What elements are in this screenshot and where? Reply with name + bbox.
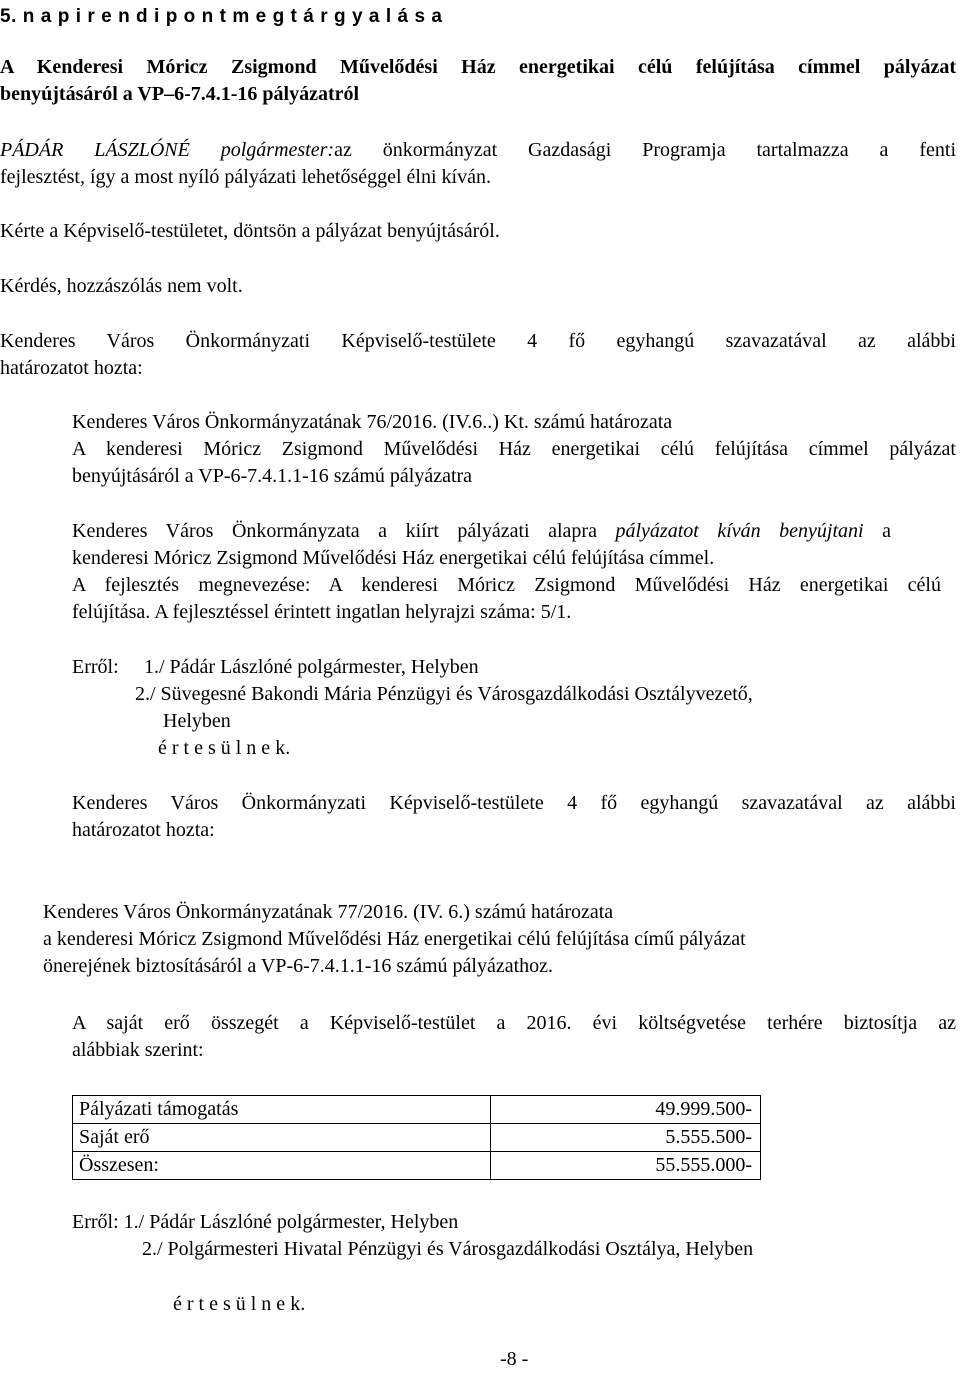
resolution77-notify-1: Erről: 1./ Pádár Lászlóné polgármester, Helyben <box>72 1211 459 1233</box>
resolution76-subject-line1: A kenderesi Móricz Zsigmond Művelődési Ház energetikai célú felújítása címmel pályázat <box>72 438 956 460</box>
body-line1-italic: pályázatot kíván benyújtani <box>615 520 864 542</box>
resolution77-body-line1: A saját erő összegét a Képviselő-testület a 2016. évi költségvetése terhére biztosítja az <box>72 1012 956 1034</box>
funding-amount: 49.999.500- <box>490 1096 760 1124</box>
page-number: -8 - <box>500 1348 529 1370</box>
funding-table <box>72 1095 761 1180</box>
speech-line1-text: az önkormányzat Gazdasági Programja tartalmazza a fenti <box>334 139 957 161</box>
body-line1-post: a <box>863 520 891 542</box>
table-row <box>73 1124 761 1152</box>
agenda-title-line2: benyújtásáról a VP–6-7.4.1-16 pályázatról <box>0 83 360 105</box>
resolution76-body-line1 <box>72 518 891 545</box>
table-row <box>73 1152 761 1180</box>
speaker-name: PÁDÁR LÁSZLÓNÉ polgármester: <box>0 139 335 161</box>
vote1-line1: Kenderes Város Önkormányzati Képviselő-testülete 4 fő egyhangú szavazatával az alábbi <box>0 330 956 352</box>
speech-line2: fejlesztést, így a most nyíló pályázati lehetőséggel élni kíván. <box>0 166 491 188</box>
resolution76-body-line4: felújítása. A fejlesztéssel érintett ingatlan helyrajzi száma: 5/1. <box>72 601 572 623</box>
resolution76-notify-2b: Helyben <box>163 710 231 732</box>
speech-line1 <box>0 137 956 164</box>
speech-request: Kérte a Képviselő-testületet, döntsön a pályázat benyújtásáról. <box>0 220 500 242</box>
resolution76-notify-1: 1./ Pádár Lászlóné polgármester, Helyben <box>144 656 479 678</box>
resolution77-body-line2: alábbiak szerint: <box>72 1039 204 1061</box>
resolution77-subject-line2: önerejének biztosításáról a VP-6-7.4.1.1-16 számú pályázathoz. <box>43 955 554 977</box>
funding-amount: 55.555.000- <box>490 1152 760 1180</box>
resolution76-number: Kenderes Város Önkormányzatának 76/2016. (IV.6..) Kt. számú határozata <box>72 411 673 433</box>
funding-label: Pályázati támogatás <box>73 1096 491 1124</box>
agenda-heading: 5. n a p i r e n d i p o n t m e g t á r g y a l á s a <box>0 6 443 27</box>
vote2-line1: Kenderes Város Önkormányzati Képviselő-testülete 4 fő egyhangú szavazatával az alábbi <box>72 792 956 814</box>
resolution76-body-line3: A fejlesztés megnevezése: A kenderesi Móricz Zsigmond Művelődési Ház energetikai célú <box>72 574 941 596</box>
table-row <box>73 1096 761 1124</box>
funding-label: Saját erő <box>73 1124 491 1152</box>
resolution76-subject-line2: benyújtásáról a VP-6-7.4.1.1-16 számú pályázatra <box>72 465 473 487</box>
resolution76-notify-2: 2./ Süvegesné Bakondi Mária Pénzügyi és Városgazdálkodási Osztályvezető, <box>135 683 753 705</box>
no-questions-note: Kérdés, hozzászólás nem volt. <box>0 275 243 297</box>
funding-amount: 5.555.500- <box>490 1124 760 1152</box>
resolution77-notify-end: é r t e s ü l n e k. <box>173 1293 306 1315</box>
resolution76-notify-end: é r t e s ü l n e k. <box>158 737 291 759</box>
vote2-line2: határozatot hozta: <box>72 819 215 841</box>
resolution77-subject-line1: a kenderesi Móricz Zsigmond Művelődési Ház energetikai célú felújítása című pályázat <box>43 928 746 950</box>
resolution76-body-line2: kenderesi Móricz Zsigmond Művelődési Ház energetikai célú felújítása címmel. <box>72 547 715 569</box>
agenda-title-line1: A Kenderesi Móricz Zsigmond Művelődési Ház energetikai célú felújítása címmel pályázat <box>0 56 956 78</box>
resolution76-notify-label: Erről: <box>72 656 119 678</box>
resolution77-notify-2: 2./ Polgármesteri Hivatal Pénzügyi és Városgazdálkodási Osztálya, Helyben <box>142 1238 754 1260</box>
vote1-line2: határozatot hozta: <box>0 357 143 379</box>
resolution77-number: Kenderes Város Önkormányzatának 77/2016. (IV. 6.) számú határozata <box>43 901 614 923</box>
funding-label: Összesen: <box>73 1152 491 1180</box>
body-line1-pre: Kenderes Város Önkormányzata a kiírt pályázati alapra <box>72 520 616 542</box>
